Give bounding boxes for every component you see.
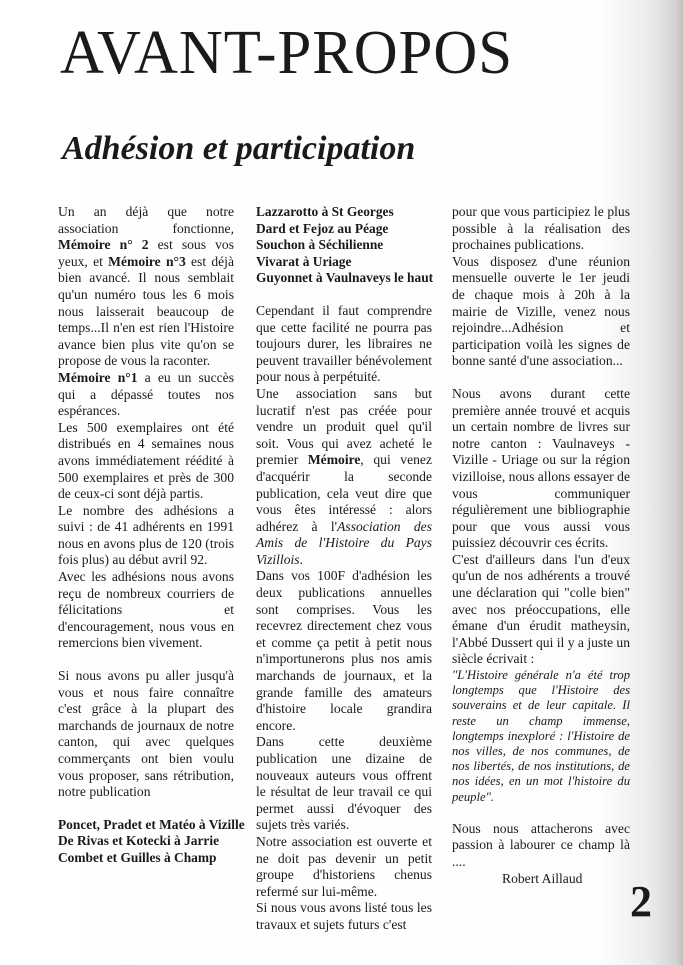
text: a eu un succès qui a dépassé toutes nos espérances. bbox=[58, 369, 234, 419]
spacer bbox=[452, 370, 630, 386]
merchant-line: Souchon à Séchilienne bbox=[256, 237, 384, 253]
merchant-line: Vivarat à Uriage bbox=[256, 253, 352, 269]
paragraph: Si nous avons pu aller jusqu'à vous et nous faire connaître c'est grâce à la plupart des marchands de journaux de notre canton, qui avec quelques commerçants ont bien voulu vous proposer, sans rétribution, notre publication bbox=[58, 668, 234, 800]
paragraph: Nous nous attacherons avec passion à labourer ce champ là .... bbox=[452, 820, 630, 870]
spacer bbox=[58, 652, 234, 668]
merchant-line: Guyonnet à Vaulnaveys le haut bbox=[256, 270, 434, 286]
bold-text: Mémoire bbox=[307, 452, 361, 468]
text: est sous vos yeux, et bbox=[58, 237, 234, 269]
paragraph: Si nous vous avons listé tous les travaux et sujets futurs c'est bbox=[256, 900, 432, 932]
bold-text: Mémoire n°1 bbox=[58, 369, 138, 385]
merchant-line: Lazzarotto à St Georges bbox=[256, 204, 394, 219]
paragraph: Vous disposez d'une réunion mensuelle ouverte le 1er jeudi de chaque mois à 20h à la mairie de Vizille, venez nous rejoindre...Adhésion et participation voilà les signes de bonne santé d'une association... bbox=[452, 253, 630, 369]
text: est déjà bien avancé. Il nous semblait qu'un numéro tous les 6 mois nous laisserait beaucoup de temps...Il n'en est rien l'Histoire avance bien plus vite qu'on se propose de vous la raconter. bbox=[58, 253, 234, 369]
paragraph: Les 500 exemplaires ont été distribués en 4 semaines nous avons immédiatement réédité à 500 exemplaires et près de 300 de ceux-ci sont déjà partis. bbox=[58, 419, 234, 502]
text: , qui venez d'acquérir la seconde publication, cela veut dire que vous êtes intéressé : alors adhérez à l' bbox=[256, 452, 432, 534]
paragraph: pour que vous participiez le plus possible à la réalisation des prochaines publications. bbox=[452, 204, 630, 253]
paragraph: C'est d'ailleurs dans l'un d'eux qu'un de nos adhérents a trouvé une déclaration qui "colle bien" avec nos préoccupations, elle émane d'un érudit matheysin, l'Abbé Dussert qui il y a juste un siècle écrivait : bbox=[452, 551, 631, 667]
paragraph bbox=[256, 386, 432, 569]
paragraph: Notre association est ouverte et ne doit pas devenir un petit groupe d'historiens chenus refermé sur lui-même. bbox=[256, 833, 432, 899]
text: Un an déjà que notre association fonctionne, bbox=[58, 204, 234, 236]
paragraph: Avec les adhésions nous avons reçu de nombreux courriers de félicitations et d'encouragement, nous vous en remercions bien vivement. bbox=[58, 569, 234, 651]
text: . bbox=[299, 551, 303, 567]
spacer bbox=[58, 801, 234, 817]
column-3 bbox=[452, 204, 630, 887]
paragraph: Le nombre des adhésions a suivi : de 41 adhérents en 1991 nous en avons plus de 120 (trois fois plus) au début avril 92. bbox=[58, 502, 234, 568]
bold-text: Mémoire n°3 bbox=[108, 253, 186, 269]
paragraph: Cependant il faut comprendre que cette facilité ne pourra pas toujours durer, les libraires ne peuvent travailler bénévolement pour nous à perpétuité. bbox=[256, 302, 432, 385]
page-subtitle: Adhésion et participation bbox=[62, 130, 416, 167]
bold-text: Mémoire n° 2 bbox=[58, 237, 149, 253]
page-title: AVANT-PROPOS bbox=[60, 19, 514, 87]
column-1 bbox=[58, 204, 245, 867]
paragraph: Nous avons durant cette première année trouvé et acquis un certain nombre de livres sur notre canton : Vaulnaveys - Vizille - Uriage ou sur la région vizilloise, nous allons essayer de vous communiquer régulièrement une bibliographie pour que vous aussi vous puissiez découvrir ces écrits. bbox=[452, 385, 630, 551]
page-number: 2 bbox=[630, 877, 652, 926]
paragraph bbox=[58, 370, 234, 420]
paragraph bbox=[58, 204, 234, 370]
signature: Robert Aillaud bbox=[502, 870, 583, 886]
spacer bbox=[452, 805, 630, 821]
merchant-line: De Rivas et Kotecki à Jarrie bbox=[58, 833, 220, 849]
merchant-line: Combet et Guilles à Champ bbox=[58, 849, 217, 865]
italic-text: Association des Amis de l'Histoire du Pays Vizillois bbox=[256, 518, 432, 567]
merchant-line: Poncet, Pradet et Matéo à Vizille bbox=[58, 816, 245, 832]
paragraph: Dans cette deuxième publication une dizaine de nouveaux auteurs vous offrent le résultat de leur travail ce qui permet aussi d'évoquer des sujets très variés. bbox=[256, 734, 432, 833]
paragraph: Dans vos 100F d'adhésion les deux publications annuelles sont comprises. Vous les recevrez directement chez vous et comme ça petit à petit nous n'importunerons plus nos amis marchands de journaux, et la grande famille des amateurs d'histoire locale grandira encore. bbox=[256, 568, 432, 733]
spacer bbox=[256, 287, 432, 303]
text: Une association sans but lucratif n'est pas créée pour vendre un produit quel qu'il soit. Vous qui avez acheté le premier bbox=[256, 385, 432, 468]
column-2 bbox=[256, 204, 432, 934]
quotation: "L'Histoire générale n'a été trop longtemps que l'Histoire des souverains et de leur capitale. Il reste un champ immense, longtemps inexploré : l'Histoire de nos villes, de nos communes, de nos libertés, de nos institutions, de nos idées, en un mot l'histoire du peuple". bbox=[452, 668, 630, 804]
merchant-line: Dard et Fejoz au Péage bbox=[256, 220, 389, 236]
